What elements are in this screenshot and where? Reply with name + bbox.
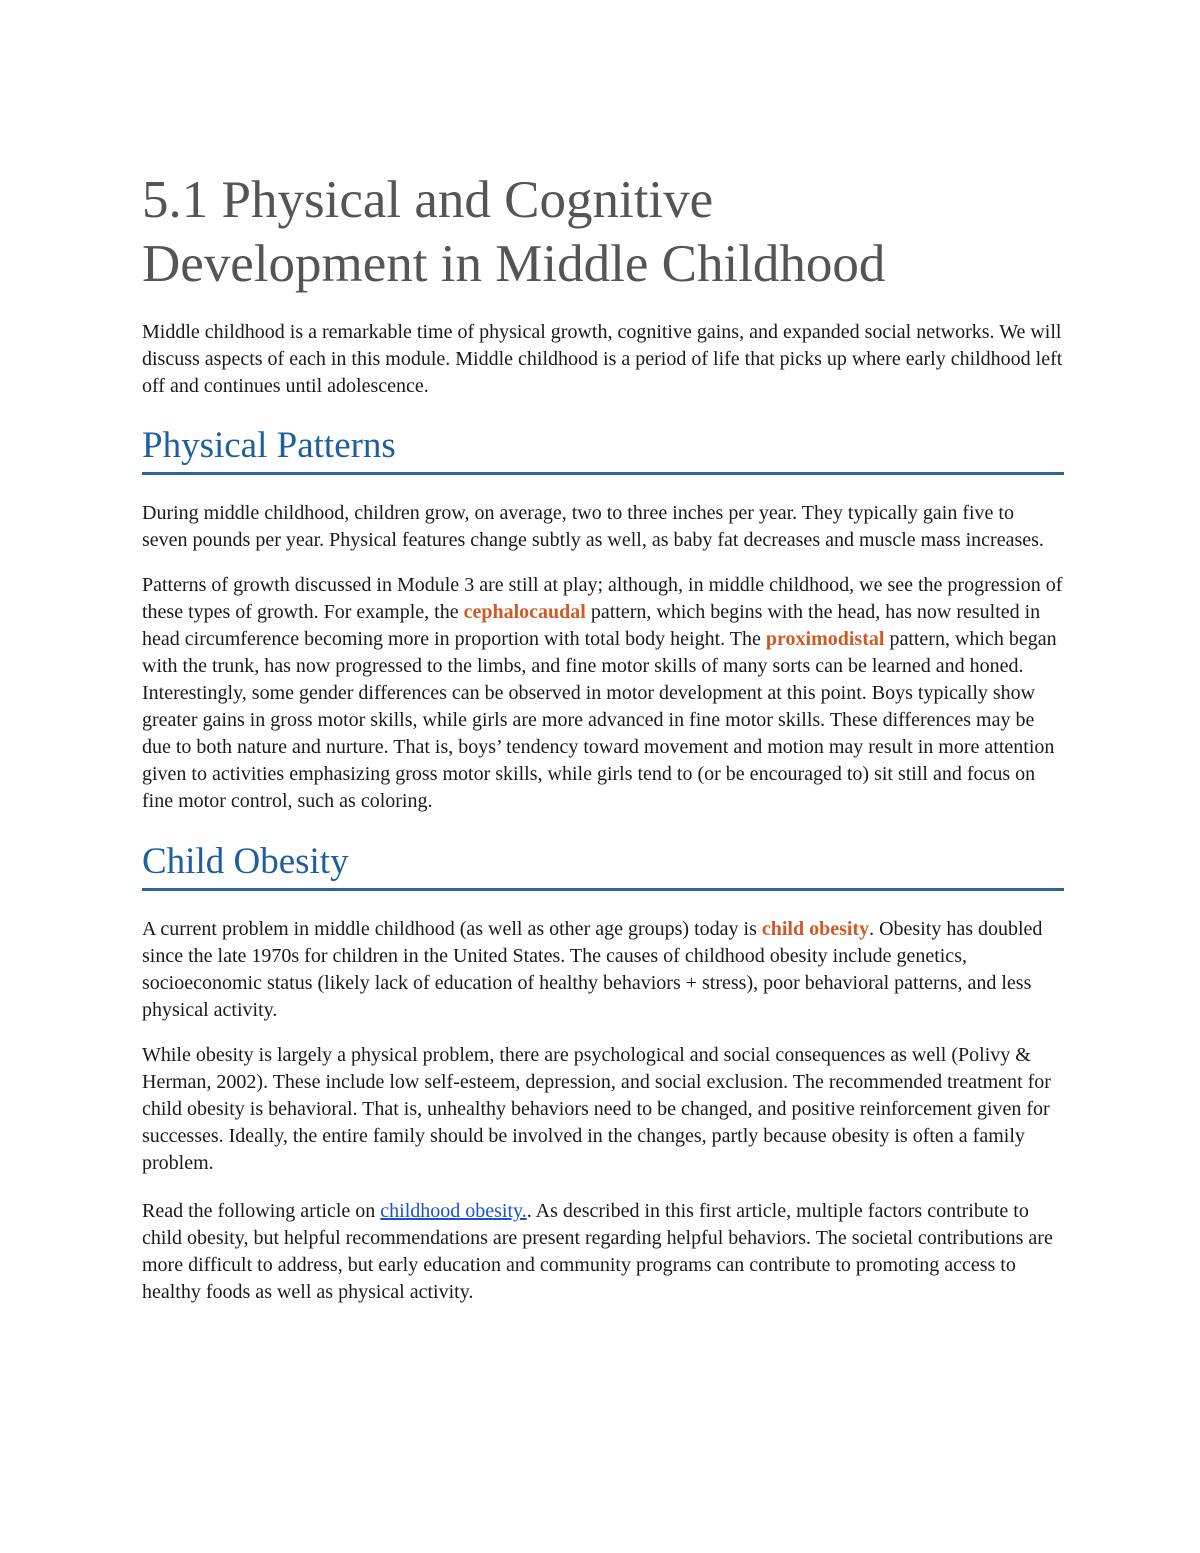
term-child-obesity: child obesity xyxy=(761,918,870,940)
paragraph-text: A current problem in middle childhood (as well as other age groups) today is xyxy=(142,918,762,940)
section-divider xyxy=(142,888,1064,891)
paragraph-text: . Obesity has doubled since the late 1970s for children in the United States. The causes of childhood obesity include genetics, socioeconomic status (likely lack of education of healthy behaviors + stress), poor behavioral patterns, and less physical activity. xyxy=(142,918,1043,1021)
page-title-line-2: Development in Middle Childhood xyxy=(142,235,886,293)
section-heading-child-obesity: Child Obesity xyxy=(142,841,349,882)
paragraph-text: . As described in this first article, multiple factors contribute to child obesity, but helpful recommendations are present regarding helpful behaviors. The societal contributions are more difficult to address, but early education and community programs can contribute to promoting access to healthy foods as well as physical activity. xyxy=(142,1200,1053,1303)
paragraph-text: Read the following article on xyxy=(142,1200,381,1222)
document-page xyxy=(142,168,1064,1306)
page-title-line-1: 5.1 Physical and Cognitive xyxy=(142,171,714,229)
section-heading-physical-patterns: Physical Patterns xyxy=(142,425,396,466)
child-obesity-paragraph-1 xyxy=(142,916,1064,1024)
paragraph-text: pattern, which begins with the head, has now resulted in head circumference becoming more in proportion with total body height. The xyxy=(142,601,1041,650)
physical-patterns-paragraph-1: During middle childhood, children grow, on average, two to three inches per year. They typically gain five to seven pounds per year. Physical features change subtly as well, as baby fat decreases and muscle mass increases. xyxy=(142,502,1044,551)
child-obesity-paragraph-2: While obesity is largely a physical problem, there are psychological and social consequences as well (Polivy & Herman, 2002). These include low self-esteem, depression, and social exclusion. The recommended treatment for child obesity is behavioral. That is, unhealthy behaviors need to be changed, and positive reinforcement given for successes. Ideally, the entire family should be involved in the changes, partly because obesity is often a family problem. xyxy=(142,1044,1051,1174)
term-proximodistal: proximodistal xyxy=(765,628,885,650)
child-obesity-paragraph-3 xyxy=(142,1198,1064,1306)
paragraph-text: Patterns of growth discussed in Module 3 are still at play; although, in middle childhood, we see the progression of these types of growth. For example, the xyxy=(142,574,1063,623)
term-cephalocaudal: cephalocaudal xyxy=(463,601,586,623)
childhood-obesity-link[interactable]: childhood obesity. xyxy=(380,1200,527,1222)
paragraph-text: pattern, which began with the trunk, has now progressed to the limbs, and fine motor skills of many sorts can be learned and honed. Interestingly, some gender differences can be observed in motor development at this point. Boys typically show greater gains in gross motor skills, while girls are more advanced in fine motor skills. These differences may be due to both nature and nurture. That is, boys’ tendency toward movement and motion may result in more attention given to activities emphasizing gross motor skills, while girls tend to (or be encouraged to) sit still and focus on fine motor control, such as coloring. xyxy=(142,628,1057,812)
intro-paragraph: Middle childhood is a remarkable time of physical growth, cognitive gains, and expanded social networks. We will discuss aspects of each in this module. Middle childhood is a period of life that picks up where early childhood left off and continues until adolescence. xyxy=(142,321,1063,397)
section-divider xyxy=(142,472,1064,475)
page-title xyxy=(142,168,1064,296)
physical-patterns-paragraph-2 xyxy=(142,572,1064,815)
